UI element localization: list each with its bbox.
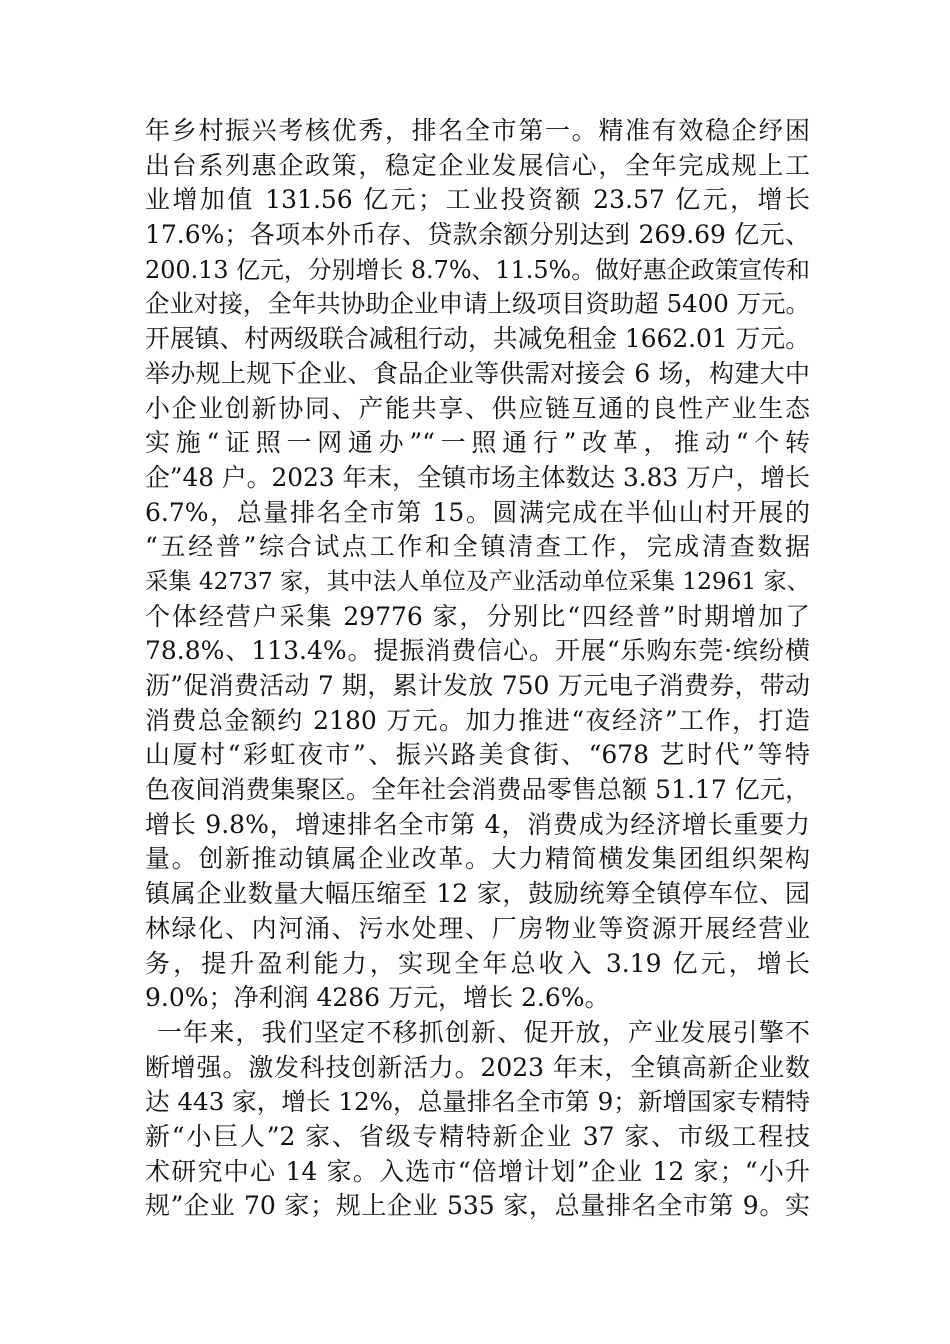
text-line: 新“小巨人”2 家、省级专精特新企业 37 家、市级工程技: [145, 1121, 810, 1151]
text-line: 17.6%；各项本外币存、贷款余额分别达到 269.69 亿元、: [145, 220, 810, 250]
text-line: 增长 9.8%，增速排名全市第 4，消费成为经济增长重要力: [145, 809, 810, 839]
text-line: 实施“证照一网通办”“一照通行”改革，推动“个转: [145, 428, 810, 458]
text-line: 举办规上规下企业、食品企业等供需对接会 6 场，构建大中: [145, 358, 810, 388]
body-text: [145, 114, 810, 1224]
text-line: 年乡村振兴考核优秀，排名全市第一。精准有效稳企纾困: [145, 116, 810, 145]
text-line: 采集 42737 家，其中法人单位及产业活动单位采集 12961 家、: [145, 567, 810, 595]
text-line: 消费总金额约 2180 万元。加力推进“夜经济”工作，打造: [145, 705, 810, 735]
text-line: 业增加值 131.56 亿元；工业投资额 23.57 亿元，增长: [145, 185, 810, 215]
text-line: 企”48 户。2023 年末，全镇市场主体数达 3.83 万户，增长: [145, 462, 810, 492]
text-line: 山厦村“彩虹夜市”、振兴路美食街、“678 艺时代”等特: [145, 740, 810, 770]
text-line: 林绿化、内河涌、污水处理、厂房物业等资源开展经营业: [145, 913, 810, 943]
text-line: 企业对接，全年共协助企业申请上级项目资助超 5400 万元。: [145, 289, 810, 319]
text-line: 色夜间消费集聚区。全年社会消费品零售总额 51.17 亿元，: [145, 775, 810, 805]
text-line: 断增强。激发科技创新活力。2023 年末，全镇高新企业数: [145, 1052, 810, 1082]
text-line: 78.8%、113.4%。提振消费信心。开展“乐购东莞·缤纷横: [145, 636, 810, 666]
text-line: 开展镇、村两级联合减租行动，共减免租金 1662.01 万元。: [145, 324, 811, 354]
text-line: 规”企业 70 家；规上企业 535 家，总量排名全市第 9。实: [145, 1191, 810, 1221]
text-line: 小企业创新协同、产能共享、供应链互通的良性产业生态: [145, 393, 810, 423]
text-line: 出台系列惠企政策，稳定企业发展信心，全年完成规上工: [145, 150, 810, 180]
text-line: 6.7%，总量排名全市第 15。圆满完成在半仙山村开展的: [145, 497, 810, 527]
paragraph-start-line: 一年来，我们坚定不移抓创新、促开放，产业发展引擎不: [157, 1017, 810, 1047]
text-line: 镇属企业数量大幅压缩至 12 家，鼓励统筹全镇停车位、园: [145, 879, 810, 909]
text-line: 务，提升盈利能力，实现全年总收入 3.19 亿元，增长: [145, 948, 810, 978]
text-line: 达 443 家，增长 12%，总量排名全市第 9；新增国家专精特: [145, 1087, 810, 1117]
text-line: 9.0%；净利润 4286 万元，增长 2.6%。: [145, 983, 610, 1013]
text-line: 量。创新推动镇属企业改革。大力精简横发集团组织架构: [145, 844, 810, 874]
text-line: 术研究中心 14 家。入选市“倍增计划”企业 12 家；“小升: [145, 1156, 810, 1186]
text-line: 200.13 亿元，分别增长 8.7%、11.5%。做好惠企政策宣传和: [145, 255, 810, 284]
text-line: 个体经营户采集 29776 家，分别比“四经普”时期增加了: [145, 601, 810, 631]
text-line: 沥”促消费活动 7 期，累计发放 750 万元电子消费券，带动: [145, 671, 810, 700]
text-line: “五经普”综合试点工作和全镇清查工作，完成清查数据: [145, 532, 810, 562]
